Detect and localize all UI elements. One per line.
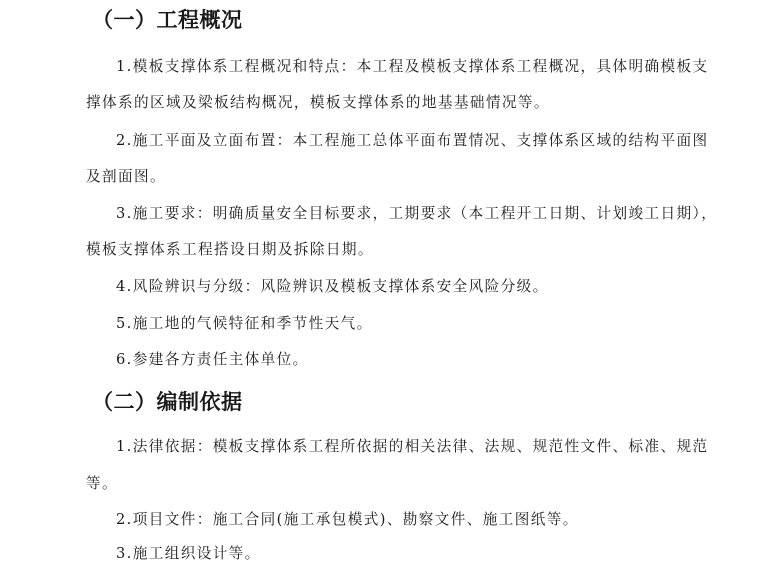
paragraph-line: 5.施工地的气候特征和季节性天气。: [116, 315, 373, 332]
paragraph-line: 2.施工平面及立面布置：本工程施工总体平面布置情况、支撑体系区域的结构平面图: [116, 132, 709, 149]
paragraph-line: 等。: [86, 475, 118, 492]
paragraph-line: 3.施工组织设计等。: [116, 545, 261, 562]
paragraph-line: 3.施工要求：明确质量安全目标要求，工期要求（本工程开工日期、计划竣工日期），: [116, 205, 718, 222]
section-heading-overview: （一）工程概况: [92, 8, 243, 32]
paragraph-line: 撑体系的区域及梁板结构概况，模板支撑体系的地基基础情况等。: [86, 94, 550, 111]
section-heading-basis: （二）编制依据: [92, 390, 243, 414]
paragraph-line: 1.模板支撑体系工程概况和特点：本工程及模板支撑体系工程概况，具体明确模板支: [116, 58, 709, 75]
paragraph-line: 2.项目文件：施工合同(施工承包模式)、勘察文件、施工图纸等。: [116, 511, 579, 528]
paragraph-line: 4.风险辨识与分级：风险辨识及模板支撑体系安全风险分级。: [116, 278, 549, 295]
paragraph-line: 及剖面图。: [86, 168, 166, 185]
paragraph-line: 1.法律依据：模板支撑体系工程所依据的相关法律、法规、规范性文件、标准、规范: [116, 438, 709, 455]
paragraph-line: 6.参建各方责任主体单位。: [116, 351, 309, 368]
paragraph-line: 模板支撑体系工程搭设日期及拆除日期。: [86, 241, 374, 258]
